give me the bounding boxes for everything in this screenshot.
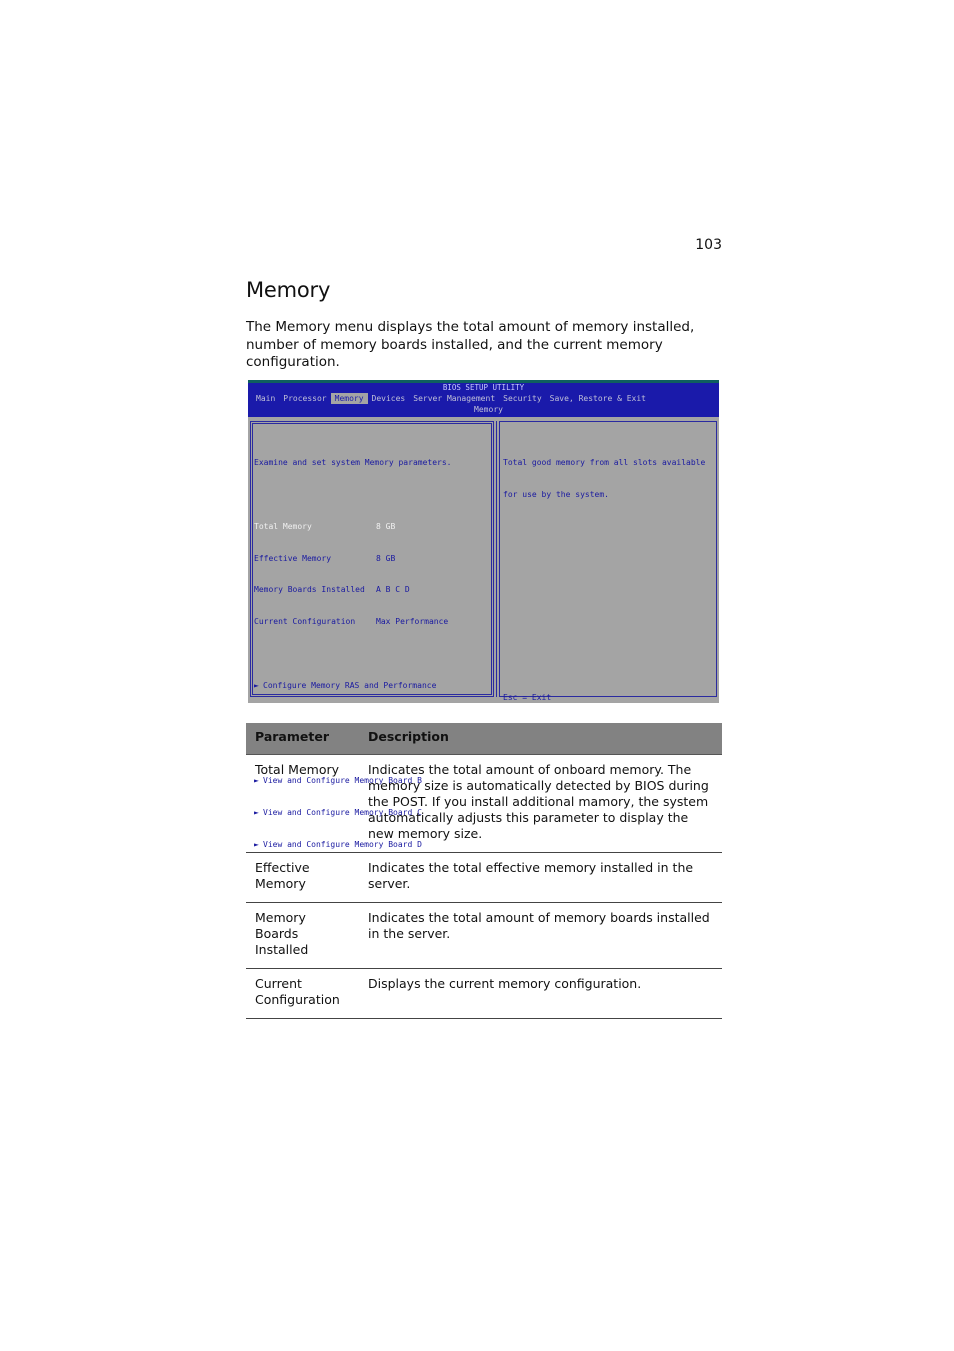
link-label: View and Configure Memory Board B bbox=[263, 776, 422, 785]
bios-tab-memory[interactable]: Memory bbox=[331, 393, 368, 404]
table-row bbox=[246, 903, 722, 969]
page-number: 103 bbox=[695, 237, 722, 253]
header-description: Description bbox=[359, 723, 722, 755]
setting-effective-memory[interactable] bbox=[254, 554, 451, 565]
header-parameter: Parameter bbox=[246, 723, 359, 755]
submenu-arrow-icon: ► bbox=[254, 680, 259, 690]
bios-tab-server-management[interactable]: Server Management bbox=[413, 394, 496, 403]
key-hint-exit: Esc = Exit bbox=[503, 693, 552, 703]
section-title: Memory bbox=[246, 278, 331, 302]
cell-parameter: Memory Boards Installed bbox=[246, 903, 359, 969]
cell-description: Displays the current memory configuration. bbox=[359, 969, 722, 1019]
bios-tab-processor[interactable]: Processor bbox=[283, 394, 327, 403]
link-label: View and Configure Memory Board C bbox=[263, 807, 422, 817]
link-label: View and Configure Memory Board D bbox=[263, 839, 422, 849]
setting-value: 8 GB bbox=[376, 521, 396, 531]
setting-memory-boards-installed[interactable] bbox=[254, 585, 451, 596]
setting-value: 8 GB bbox=[376, 553, 396, 563]
bios-tab-main[interactable]: Main bbox=[256, 394, 276, 403]
setting-value: A B C D bbox=[376, 585, 410, 595]
setting-current-configuration[interactable] bbox=[254, 617, 451, 628]
submenu-arrow-icon: ► bbox=[254, 839, 259, 849]
bios-subtitle: Memory bbox=[474, 405, 503, 414]
setting-label: Current Configuration bbox=[254, 617, 356, 627]
intro-paragraph: The Memory menu displays the total amount of memory installed, number of memory boards installed, and the current memory configuration. bbox=[246, 319, 695, 370]
submenu-arrow-icon: ► bbox=[254, 807, 259, 817]
table-row bbox=[246, 853, 722, 903]
cell-description: Indicates the total effective memory installed in the server. bbox=[359, 853, 722, 903]
help-text-line: for use by the system. bbox=[503, 489, 609, 499]
bios-help-pane bbox=[499, 421, 717, 703]
parameter-table bbox=[246, 723, 722, 1019]
table-row bbox=[246, 969, 722, 1019]
cell-description: Indicates the total amount of onboard memory. The memory size is automatically detected by BIOS during the POST. If you install additional mamory, the system automatically adjusts this parameter to display the new memory size. bbox=[359, 755, 722, 853]
table-row bbox=[246, 755, 722, 853]
help-text-line: Total good memory from all slots available bbox=[503, 458, 706, 468]
bios-title-bar: BIOS SETUP UTILITY bbox=[248, 380, 719, 393]
link-label: Configure Memory RAS and Performance bbox=[263, 680, 437, 690]
bios-pane-divider bbox=[496, 421, 497, 697]
bios-tab-security[interactable]: Security bbox=[503, 394, 542, 403]
submenu-arrow-icon: ► bbox=[254, 776, 259, 785]
bios-menu-bar bbox=[248, 393, 719, 417]
bios-tab-save-restore-exit[interactable]: Save, Restore & Exit bbox=[549, 394, 646, 403]
cell-description: Indicates the total amount of memory boards installed in the server. bbox=[359, 903, 722, 969]
setting-label: Effective Memory bbox=[254, 553, 332, 563]
setting-total-memory[interactable] bbox=[254, 522, 451, 533]
bios-tab-devices[interactable]: Devices bbox=[371, 394, 406, 403]
bios-heading: Examine and set system Memory parameters. bbox=[254, 458, 452, 468]
setting-label: Memory Boards Installed bbox=[254, 585, 365, 595]
cell-parameter: Effective Memory bbox=[246, 853, 359, 903]
cell-parameter: Current Configuration bbox=[246, 969, 359, 1019]
setting-label: Total Memory bbox=[254, 521, 312, 531]
setting-value: Max Performance bbox=[376, 617, 449, 627]
link-configure-ras[interactable] bbox=[254, 681, 451, 692]
cell-parameter: Total Memory bbox=[246, 755, 359, 853]
table-header-row bbox=[246, 723, 722, 755]
